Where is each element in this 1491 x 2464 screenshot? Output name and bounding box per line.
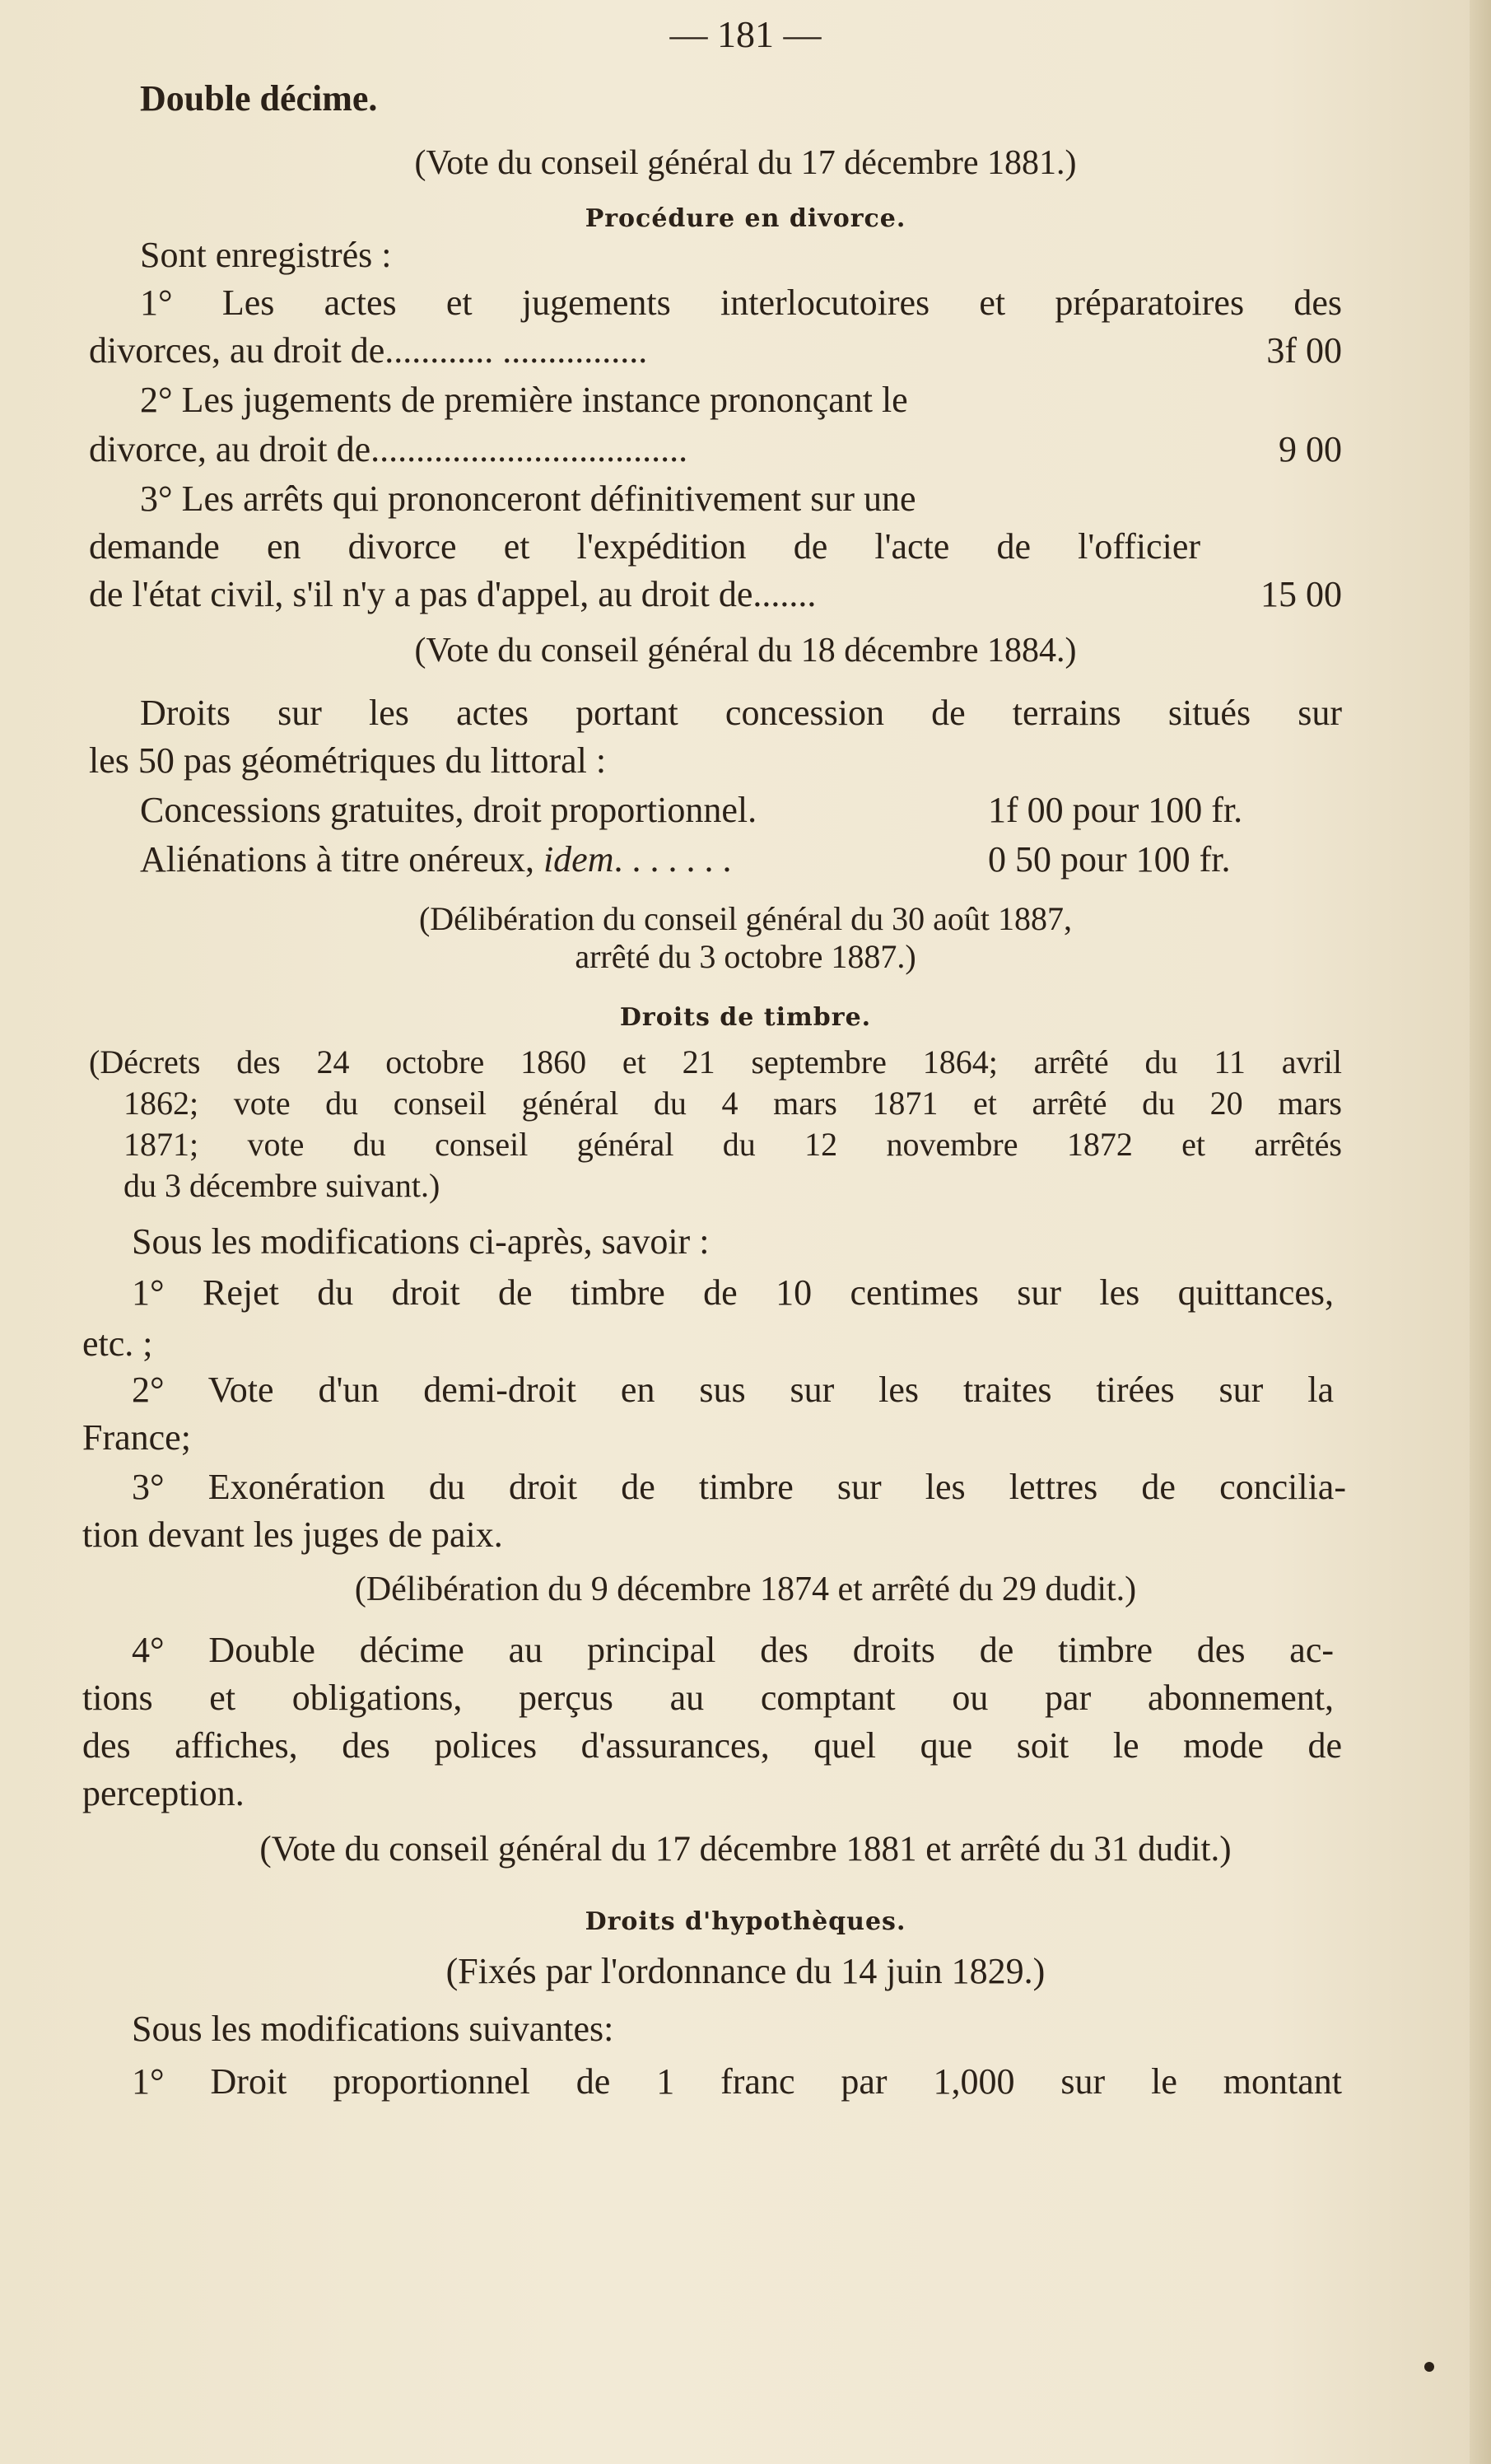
- amount-item1: 3f 00: [1266, 330, 1342, 371]
- text-line: 2° Les jugements de première instance prononçant le: [140, 380, 908, 420]
- heading-droits-timbre: Droits de timbre.: [619, 1003, 872, 1032]
- text-line: Droits sur les actes portant concession de terrains situés sur: [140, 693, 1342, 733]
- page-edge: [1470, 0, 1491, 2464]
- text-line: (Décrets des 24 octobre 1860 et 21 septembre 1864; arrêté du 11 avril: [89, 1043, 1342, 1080]
- ink-speck: [1424, 2362, 1434, 2372]
- vote-note-1881: (Vote du conseil général du 17 décembre 1881.): [414, 144, 1077, 182]
- text-line: divorce, au droit de...................................: [89, 429, 688, 469]
- text-line: divorces, au droit de............ ................: [89, 330, 648, 371]
- fixes-note: (Fixés par l'ordonnance du 14 juin 1829.): [445, 1951, 1046, 1991]
- text-line: Sous les modifications suivantes:: [132, 2009, 614, 2049]
- heading-droits-hypotheques: Droits d'hypothèques.: [585, 1907, 906, 1936]
- idem-italic: idem: [543, 839, 614, 880]
- amount-item2: 9 00: [1279, 429, 1342, 469]
- text-line: 1° Les actes et jugements interlocutoires et préparatoires des: [140, 282, 1342, 323]
- text-line: tions et obligations, perçus au comptant ou par abonnement,: [82, 1678, 1334, 1718]
- text-line: [140, 837, 731, 883]
- text-line: 1871; vote du conseil général du 12 novembre 1872 et arrêtés: [123, 1126, 1342, 1163]
- deliberation-note-1887: arrêté du 3 octobre 1887.): [575, 938, 916, 975]
- text-line: 4° Double décime au principal des droits de timbre des ac-: [132, 1630, 1334, 1670]
- text-line: 1° Rejet du droit de timbre de 10 centimes sur les quittances,: [132, 1272, 1334, 1313]
- text-line: tion devant les juges de paix.: [82, 1514, 503, 1555]
- amount-concessions: 1f 00 pour 100 fr.: [988, 790, 1243, 830]
- text-line: les 50 pas géométriques du littoral :: [89, 740, 607, 781]
- text-line: des affiches, des polices d'assurances, quel que soit le mode de: [82, 1725, 1342, 1766]
- text-line: etc. ;: [82, 1323, 153, 1364]
- text-span: Aliénations à titre onéreux,: [140, 839, 543, 880]
- vote-note-1884: (Vote du conseil général du 18 décembre 1884.): [414, 632, 1077, 670]
- text-line: perception.: [82, 1773, 245, 1813]
- text-line: 3° Les arrêts qui prononceront définitivement sur une: [140, 478, 916, 519]
- text-line: 2° Vote d'un demi-droit en sus sur les traites tirées sur la: [132, 1370, 1334, 1410]
- text-span: . . . . . . .: [613, 839, 732, 880]
- text-line: de l'état civil, s'il n'y a pas d'appel, au droit de.......: [89, 574, 817, 614]
- text-line: Sous les modifications ci-après, savoir :: [132, 1221, 710, 1262]
- text-line: Concessions gratuites, droit proportionnel.: [140, 790, 757, 830]
- text-line: 1° Droit proportionnel de 1 franc par 1,000 sur le montant: [132, 2061, 1342, 2102]
- text-line: demande en divorce et l'expédition de l'acte de l'officier: [89, 526, 1200, 567]
- text-line: France;: [82, 1417, 191, 1458]
- amount-alienations: 0 50 pour 100 fr.: [988, 839, 1231, 880]
- vote-note-1881-b: (Vote du conseil général du 17 décembre 1881 et arrêté du 31 dudit.): [259, 1830, 1232, 1869]
- text-line: 3° Exonération du droit de timbre sur les lettres de concilia-: [132, 1467, 1346, 1507]
- deliberation-note-1887: (Délibération du conseil général du 30 août 1887,: [418, 900, 1073, 937]
- text-line: du 3 décembre suivant.): [123, 1167, 440, 1204]
- heading-procedure-divorce: Procédure en divorce.: [585, 204, 906, 233]
- section-title-double-decime: Double décime.: [140, 78, 378, 119]
- text-line: Sont enregistrés :: [140, 235, 392, 275]
- amount-item3: 15 00: [1260, 574, 1342, 614]
- page-number: — 181 —: [669, 13, 822, 55]
- deliberation-note-1874: (Délibération du 9 décembre 1874 et arrêté du 29 dudit.): [354, 1570, 1137, 1608]
- text-line: 1862; vote du conseil général du 4 mars 1871 et arrêté du 20 mars: [123, 1085, 1342, 1122]
